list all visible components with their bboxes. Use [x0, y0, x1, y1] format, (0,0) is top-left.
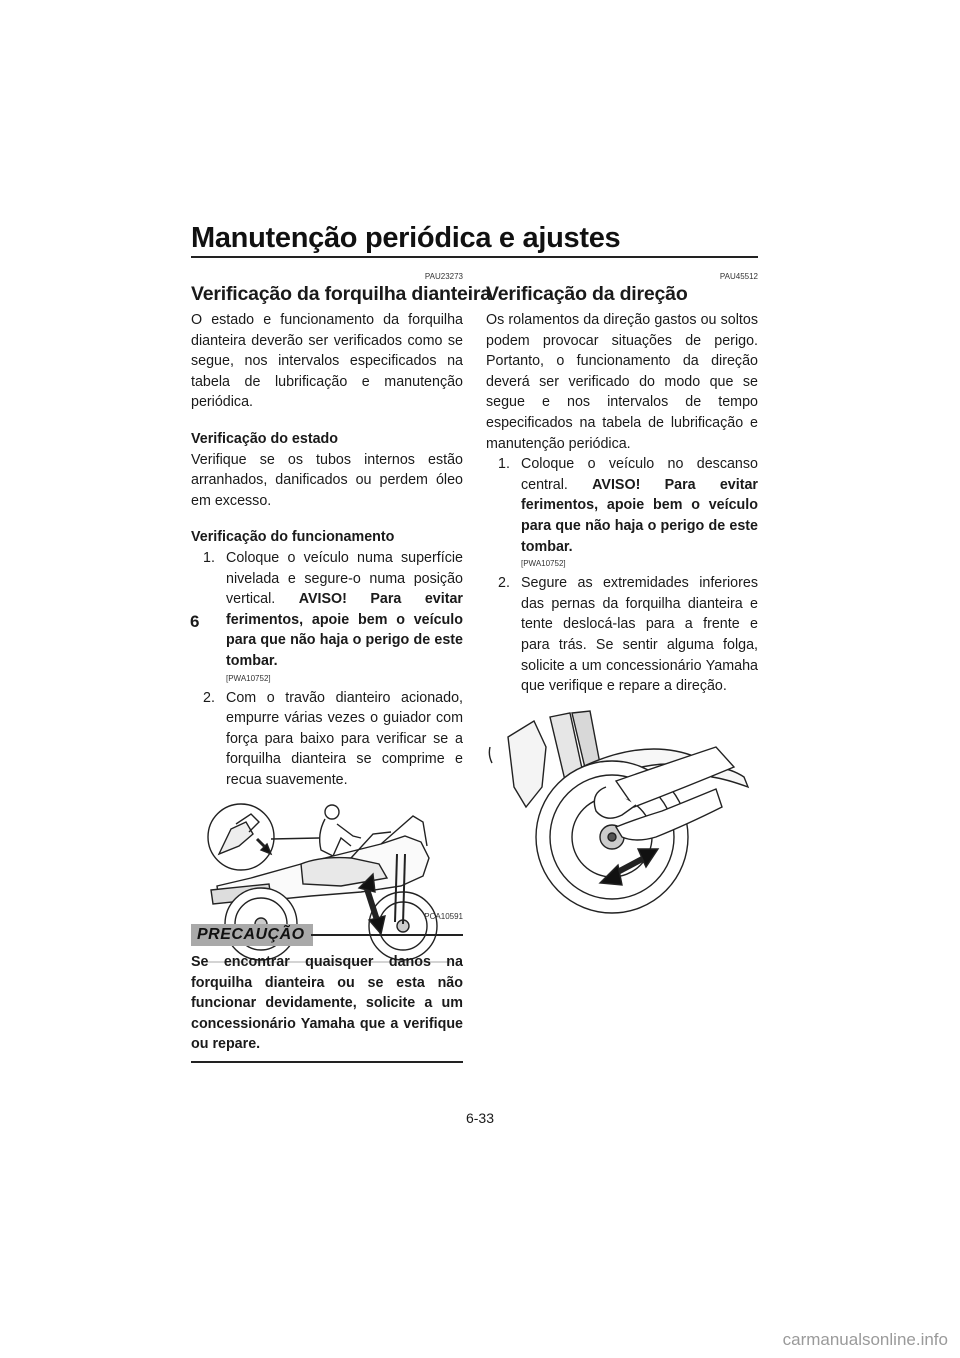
right-column — [486, 272, 758, 922]
section-code: PAU45512 — [719, 272, 758, 281]
section-title-front-fork: Verificação da forquilha dianteira — [191, 283, 491, 305]
step-number: 2. — [203, 689, 215, 706]
left-column — [191, 272, 491, 979]
step-text: Segure as extremidades inferiores das pernas da forquilha dianteira e tente deslocá-las para a frente e para trás. Se sentir alguma folga, solicite a um concessionário Yamaha que verifique e repare a direção. — [521, 575, 758, 695]
watermark: carmanualsonline.info — [782, 1330, 948, 1349]
page-number: 6-33 — [465, 1110, 495, 1126]
step-number: 1. — [498, 456, 510, 473]
step-number: 1. — [203, 549, 215, 566]
step-2 — [486, 573, 758, 697]
warning-text: AVISO! Para evitar ferimentos, apoie bem o veículo para que não haja o perigo de este tombar. — [521, 476, 758, 555]
title-divider — [191, 256, 758, 258]
caution-divider — [311, 934, 463, 936]
front-fork-intro: O estado e funcionamento da forquilha dianteira deverão ser verificados como se segue, nos intervalos especificados na tabela de lubrificação e manutenção periódica. — [191, 312, 463, 411]
step-text: Coloque o veículo numa superfície nivelada e segure-o numa posição vertical. — [226, 549, 463, 608]
condition-text: Verifique se os tubos internos estão arranhados, danificados ou perdem óleo em excesso. — [191, 451, 463, 509]
subheading-operation: Verificação do funcionamento — [191, 529, 395, 546]
warning-code: [PWA10752] — [521, 559, 566, 569]
caution-label: PRECAUÇÃO — [191, 924, 313, 946]
chapter-number: 6 — [190, 612, 200, 631]
step-1 — [191, 548, 463, 672]
page-title: Manutenção periódica e ajustes — [191, 222, 621, 254]
caution-box — [191, 912, 463, 1063]
section-title-steering: Verificação da direção — [486, 283, 688, 305]
warning-text: AVISO! Para evitar ferimentos, apoie bem o veículo para que não haja o perigo de este tombar. — [226, 591, 463, 669]
section-code: PAU23273 — [424, 272, 463, 281]
step-1 — [486, 454, 758, 557]
step-number: 2. — [498, 575, 510, 592]
caution-bottom-divider — [191, 1061, 463, 1063]
step-text: Com o travão dianteiro acionado, empurre várias vezes o guiador com força para baixo para verificar se a forquilha dianteira se comprime e recua suavemente. — [226, 689, 463, 788]
steering-intro: Os rolamentos da direção gastos ou soltos podem provocar situações de perigo. Portanto, o funcionamento da direção deverá ser verificado do modo que se segue e nos intervalos de tempo especificados na tabela de lubrificação e manutenção periódica. — [486, 312, 758, 452]
warning-code: [PWA10752] — [226, 673, 271, 683]
step-2 — [191, 688, 463, 791]
steering-check-illustration — [486, 707, 758, 922]
step-text: Coloque o veículo no descanso central. — [521, 456, 758, 493]
caution-code: PCA10591 — [424, 912, 463, 921]
subheading-condition: Verificação do estado — [191, 430, 338, 447]
caution-text: Se encontrar quaisquer danos na forquilha dianteira ou se esta não funcionar devidamente, solicite a um concessionário Yamaha que a verifique ou repare. — [191, 954, 463, 1053]
